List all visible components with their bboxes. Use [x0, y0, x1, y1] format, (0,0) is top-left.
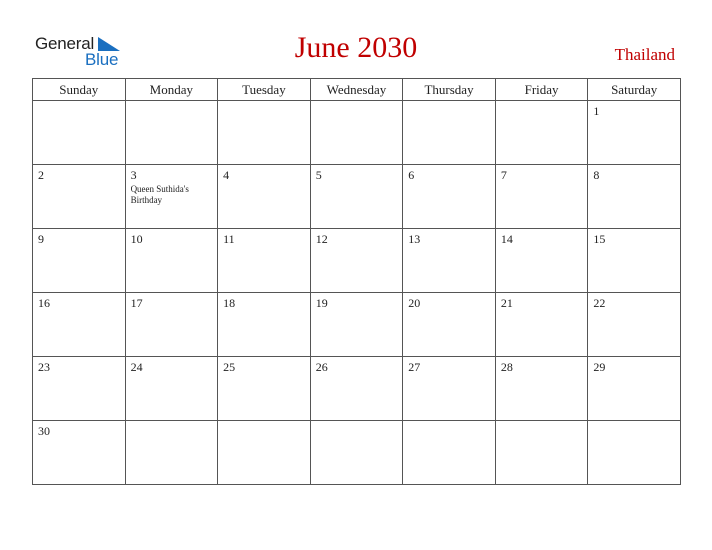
week-row: [33, 101, 681, 165]
country-label: Thailand: [614, 45, 675, 64]
day-number: 9: [38, 232, 44, 246]
day-number: 20: [408, 296, 421, 310]
day-number: 18: [223, 296, 236, 310]
day-cell: [310, 357, 403, 421]
day-number: 6: [408, 168, 415, 182]
day-cell: [125, 101, 218, 165]
day-number: 17: [130, 296, 143, 310]
day-number: 1: [593, 104, 600, 118]
day-cell: [33, 101, 126, 165]
day-number: 10: [130, 232, 143, 246]
day-cell: [403, 101, 496, 165]
day-cell: [588, 101, 681, 165]
day-number: 26: [315, 360, 328, 374]
day-number: 21: [500, 296, 513, 310]
day-cell: [218, 293, 311, 357]
day-cell: [403, 165, 496, 229]
day-cell: [218, 357, 311, 421]
day-cell: [588, 229, 681, 293]
day-cell: [310, 293, 403, 357]
day-number: 2: [38, 168, 44, 182]
day-cell: [125, 421, 218, 485]
day-number: 3: [130, 168, 137, 182]
day-cell: [218, 229, 311, 293]
day-cell: [403, 421, 496, 485]
day-cell: [310, 421, 403, 485]
day-cell: [33, 229, 126, 293]
weekday-header: Thursday: [403, 79, 496, 101]
weekday-header: Saturday: [588, 79, 681, 101]
weekday-header: Wednesday: [310, 79, 403, 101]
day-cell: [125, 293, 218, 357]
day-cell: [33, 293, 126, 357]
weekday-header: Tuesday: [218, 79, 311, 101]
day-cell: [125, 229, 218, 293]
day-cell: [588, 357, 681, 421]
day-cell: [33, 165, 126, 229]
day-number: 5: [315, 168, 322, 182]
day-cell: [495, 101, 588, 165]
week-row: [33, 421, 681, 485]
weekday-header: Monday: [125, 79, 218, 101]
week-row: [33, 165, 681, 229]
calendar-title: June 2030: [294, 31, 418, 64]
day-number: 7: [500, 168, 507, 182]
day-cell: [403, 357, 496, 421]
logo-word-blue: Blue: [85, 50, 119, 69]
day-cell: [403, 229, 496, 293]
day-cell: [588, 165, 681, 229]
day-number: 8: [593, 168, 600, 182]
day-cell: [310, 101, 403, 165]
week-row: [33, 229, 681, 293]
day-cell: [33, 421, 126, 485]
day-number: 27: [408, 360, 421, 374]
week-row: [33, 293, 681, 357]
day-cell: [588, 421, 681, 485]
day-number: 16: [38, 296, 50, 310]
day-cell: [495, 357, 588, 421]
day-number: 11: [223, 232, 235, 246]
day-number: 15: [593, 232, 606, 246]
weekday-header-row: [33, 79, 681, 101]
weekday-header: Friday: [495, 79, 588, 101]
day-cell: [495, 293, 588, 357]
calendar-grid: [32, 78, 681, 485]
day-number: 24: [130, 360, 143, 374]
day-number: 12: [315, 232, 328, 246]
day-cell: [218, 101, 311, 165]
day-number: 23: [38, 360, 50, 374]
day-number: 13: [408, 232, 421, 246]
day-number: 29: [593, 360, 606, 374]
week-row: [33, 357, 681, 421]
weekday-header: Sunday: [33, 79, 126, 101]
day-number: 28: [500, 360, 513, 374]
logo-word-general: General: [35, 34, 95, 53]
day-cell: [125, 357, 218, 421]
day-cell: [310, 229, 403, 293]
day-number: 25: [223, 360, 236, 374]
day-cell: [495, 421, 588, 485]
holiday-label: Queen Suthida's Birthday: [130, 184, 189, 205]
day-number: 30: [38, 424, 50, 438]
day-cell: [495, 165, 588, 229]
day-cell: [218, 165, 311, 229]
day-cell: [33, 357, 126, 421]
day-cell: [310, 165, 403, 229]
day-number: 19: [315, 296, 328, 310]
day-number: 14: [500, 232, 513, 246]
day-cell: [125, 165, 218, 229]
day-number: 22: [593, 296, 606, 310]
day-cell: [588, 293, 681, 357]
day-number: 4: [223, 168, 230, 182]
day-cell: [495, 229, 588, 293]
day-cell: [403, 293, 496, 357]
day-cell: [218, 421, 311, 485]
